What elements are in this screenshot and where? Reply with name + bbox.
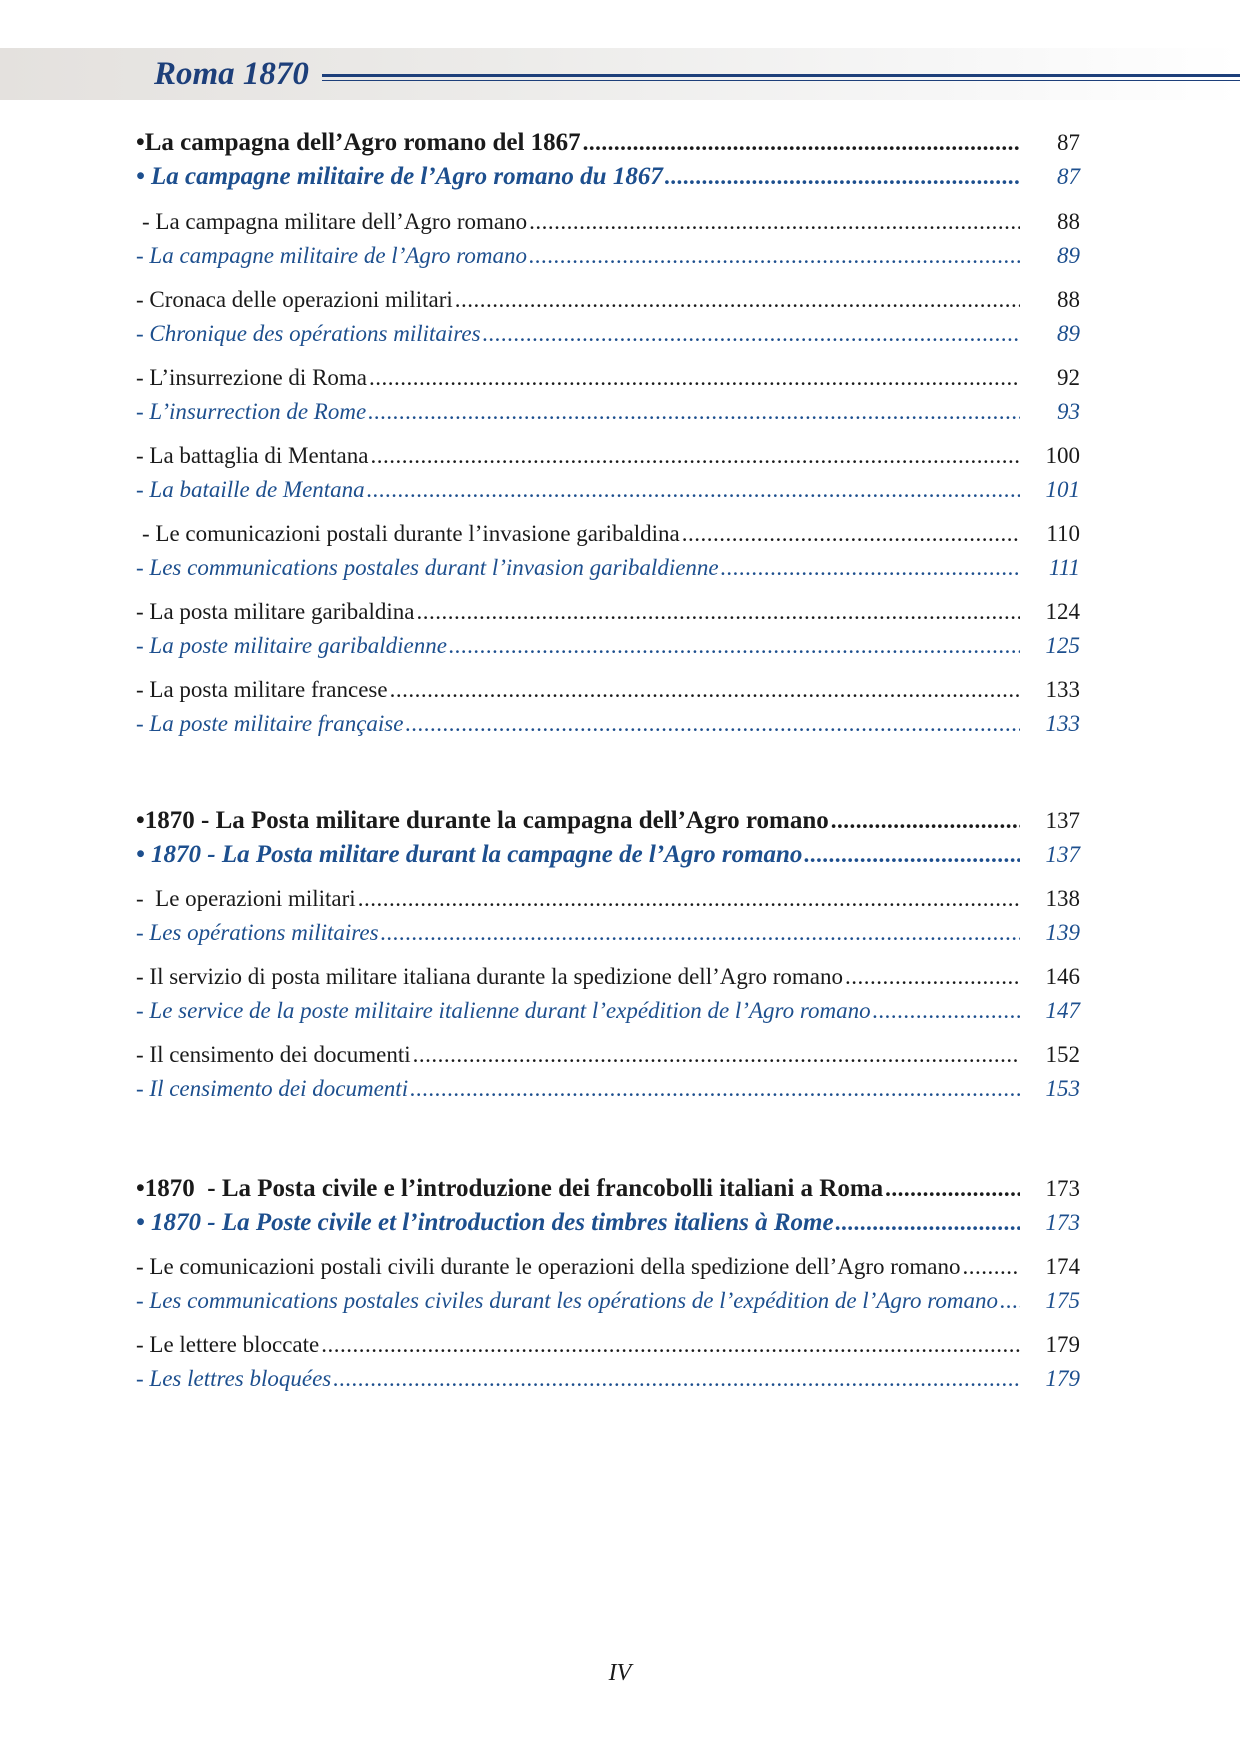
toc-entry-translation: [136, 916, 1080, 950]
leader-dots: [367, 361, 1020, 395]
leader-dots: [829, 804, 1020, 838]
toc-page-number: 179: [1045, 1366, 1080, 1391]
toc-page-number: 147: [1045, 998, 1080, 1023]
toc-page-number: 89: [1057, 243, 1080, 268]
leader-dots: [408, 1072, 1020, 1106]
toc-entry-title: - Il censimento dei documenti: [136, 1076, 409, 1101]
leader-dots: [998, 1284, 1020, 1318]
toc-entry: [136, 1328, 1080, 1362]
leader-dots: [883, 1172, 1020, 1206]
toc-page-number: 139: [1045, 920, 1080, 945]
leader-dots: [663, 160, 1020, 194]
toc-entry: [136, 673, 1080, 707]
toc-entry: [136, 1250, 1080, 1284]
toc-entry-title: - Le comunicazioni postali durante l’invasione garibaldina: [142, 521, 680, 546]
toc-page-number: 88: [1057, 287, 1080, 312]
toc-page-number: 173: [1045, 1176, 1080, 1201]
toc-entry-title: •La campagna dell’Agro romano del 1867: [136, 129, 581, 156]
toc-entry-title: - Les communications postales durant l’invasion garibaldienne: [136, 555, 719, 580]
toc-entry-translation: [136, 239, 1080, 273]
toc-section-heading: [136, 804, 1080, 838]
toc-entry-title: •1870 - La Posta civile e l’introduzione dei francobolli italiani a Roma: [136, 1175, 884, 1202]
toc-entry: [142, 205, 1080, 239]
toc-entry: [142, 517, 1080, 551]
leader-dots: [481, 317, 1020, 351]
toc-page-number: 179: [1045, 1332, 1080, 1357]
toc-page-number: 173: [1045, 1210, 1080, 1235]
toc-entry: [136, 439, 1080, 473]
leader-dots: [871, 994, 1020, 1028]
toc-entry-translation: [136, 1284, 1080, 1318]
toc-entry-title: - Le lettere bloccate: [136, 1332, 320, 1357]
toc-entry-translation: [136, 395, 1080, 429]
toc-entry-title: - La campagna militare dell’Agro romano: [142, 209, 528, 234]
toc-entry-translation: [136, 473, 1080, 507]
toc-entry-title: - Il servizio di posta militare italiana durante la spedizione dell’Agro romano: [136, 964, 844, 989]
leader-dots: [411, 1038, 1020, 1072]
toc-entry-title: - Il censimento dei documenti: [136, 1042, 411, 1067]
leader-dots: [365, 473, 1020, 507]
running-head-title: Roma 1870: [154, 56, 309, 92]
toc-entry-title: - La battaglia di Mentana: [136, 443, 369, 468]
toc-entry-title: - La posta militare francese: [136, 677, 388, 702]
toc-page-number: 138: [1045, 886, 1080, 911]
toc-page-number: 93: [1057, 399, 1080, 424]
toc-entry-title: - La bataille de Mentana: [136, 477, 365, 502]
leader-dots: [414, 595, 1020, 629]
toc-entry-title: • 1870 - La Posta militare durant la campagne de l’Agro romano: [136, 841, 803, 868]
toc-entry-title: - La poste militaire garibaldienne: [136, 633, 447, 658]
toc-page-number: 152: [1045, 1042, 1080, 1067]
toc-entry-title: - La poste militaire française: [136, 711, 404, 736]
toc-entry-title: • 1870 - La Poste civile et l’introduction des timbres italiens à Rome: [136, 1209, 834, 1236]
leader-dots: [453, 283, 1020, 317]
leader-dots: [379, 916, 1020, 950]
toc-page-number: 153: [1045, 1076, 1080, 1101]
leader-dots: [388, 673, 1020, 707]
toc-page-number: 87: [1057, 130, 1080, 155]
toc-page-number: 133: [1045, 711, 1080, 736]
toc-page-number: 125: [1045, 633, 1080, 658]
toc-entry: [136, 595, 1080, 629]
toc-entry-title: - L’insurrection de Rome: [136, 399, 367, 424]
toc-entry-title: •1870 - La Posta militare durante la campagna dell’Agro romano: [136, 807, 829, 834]
toc-entry-title: - Les opérations militaires: [136, 920, 379, 945]
toc-entry-title: - Chronique des opérations militaires: [136, 321, 481, 346]
toc-entry-translation: [136, 1072, 1080, 1106]
toc-section-heading-translation: [136, 838, 1080, 872]
toc-entry: [136, 283, 1080, 317]
leader-dots: [843, 960, 1020, 994]
toc-section-heading: [136, 126, 1080, 160]
toc-entry: [136, 882, 1080, 916]
leader-dots: [581, 126, 1020, 160]
leader-dots: [368, 439, 1020, 473]
toc-page-number: 133: [1045, 677, 1080, 702]
toc-page-number: 87: [1057, 164, 1080, 189]
toc-entry-title: - Les lettres bloquées: [136, 1366, 332, 1391]
toc-page-number: 110: [1046, 521, 1080, 546]
leader-dots: [961, 1250, 1020, 1284]
leader-dots: [802, 838, 1020, 872]
header-rule: [322, 74, 1240, 81]
toc-page-number: 100: [1045, 443, 1080, 468]
toc-section-heading-translation: [136, 1206, 1080, 1240]
toc-entry: [136, 960, 1080, 994]
toc-page-number: 92: [1057, 365, 1080, 390]
toc-page-number: 88: [1057, 209, 1080, 234]
toc-page-number: 137: [1045, 842, 1080, 867]
toc-page-number: 175: [1045, 1288, 1080, 1313]
toc-entry-title: - La posta militare garibaldina: [136, 599, 415, 624]
toc-entry: [136, 361, 1080, 395]
toc-page-number: 101: [1045, 477, 1080, 502]
toc-entry-translation: [136, 317, 1080, 351]
page-number-footer: IV: [608, 1660, 632, 1686]
toc-entry: [136, 1038, 1080, 1072]
toc-page-number: 146: [1045, 964, 1080, 989]
leader-dots: [834, 1206, 1020, 1240]
toc-entry-translation: [136, 994, 1080, 1028]
toc-page-number: 111: [1048, 555, 1080, 580]
leader-dots: [680, 517, 1020, 551]
toc-entry-translation: [136, 1362, 1080, 1396]
leader-dots: [331, 1362, 1020, 1396]
toc-entry-title: - Le service de la poste militaire italienne durant l’expédition de l’Agro romano: [136, 998, 871, 1023]
toc-entry-title: - Les communications postales civiles durant les opérations de l’expédition de l’Agro romano: [136, 1288, 998, 1313]
toc-entry-title: • La campagne militaire de l’Agro romano du 1867: [136, 163, 663, 190]
toc-entry-title: - La campagne militaire de l’Agro romano: [136, 243, 527, 268]
toc-page-number: 137: [1045, 808, 1080, 833]
leader-dots: [527, 205, 1020, 239]
leader-dots: [403, 707, 1020, 741]
toc-page-number: 124: [1045, 599, 1080, 624]
toc-entry-title: - Le operazioni militari: [136, 886, 356, 911]
toc-page-number: 174: [1045, 1254, 1080, 1279]
toc-entry-title: - Cronaca delle operazioni militari: [136, 287, 453, 312]
leader-dots: [319, 1328, 1020, 1362]
toc-entry-title: - L’insurrezione di Roma: [136, 365, 368, 390]
leader-dots: [366, 395, 1020, 429]
toc-entry-translation: [136, 707, 1080, 741]
toc-section-heading-translation: [136, 160, 1080, 194]
toc-section-heading: [136, 1172, 1080, 1206]
leader-dots: [527, 239, 1020, 273]
leader-dots: [356, 882, 1020, 916]
toc-page-number: 89: [1057, 321, 1080, 346]
toc-entry-title: - Le comunicazioni postali civili durante le operazioni della spedizione dell’Agro romano: [136, 1254, 961, 1279]
leader-dots: [447, 629, 1020, 663]
toc-entry-translation: [136, 629, 1080, 663]
leader-dots: [719, 551, 1020, 585]
toc-entry-translation: [136, 551, 1080, 585]
